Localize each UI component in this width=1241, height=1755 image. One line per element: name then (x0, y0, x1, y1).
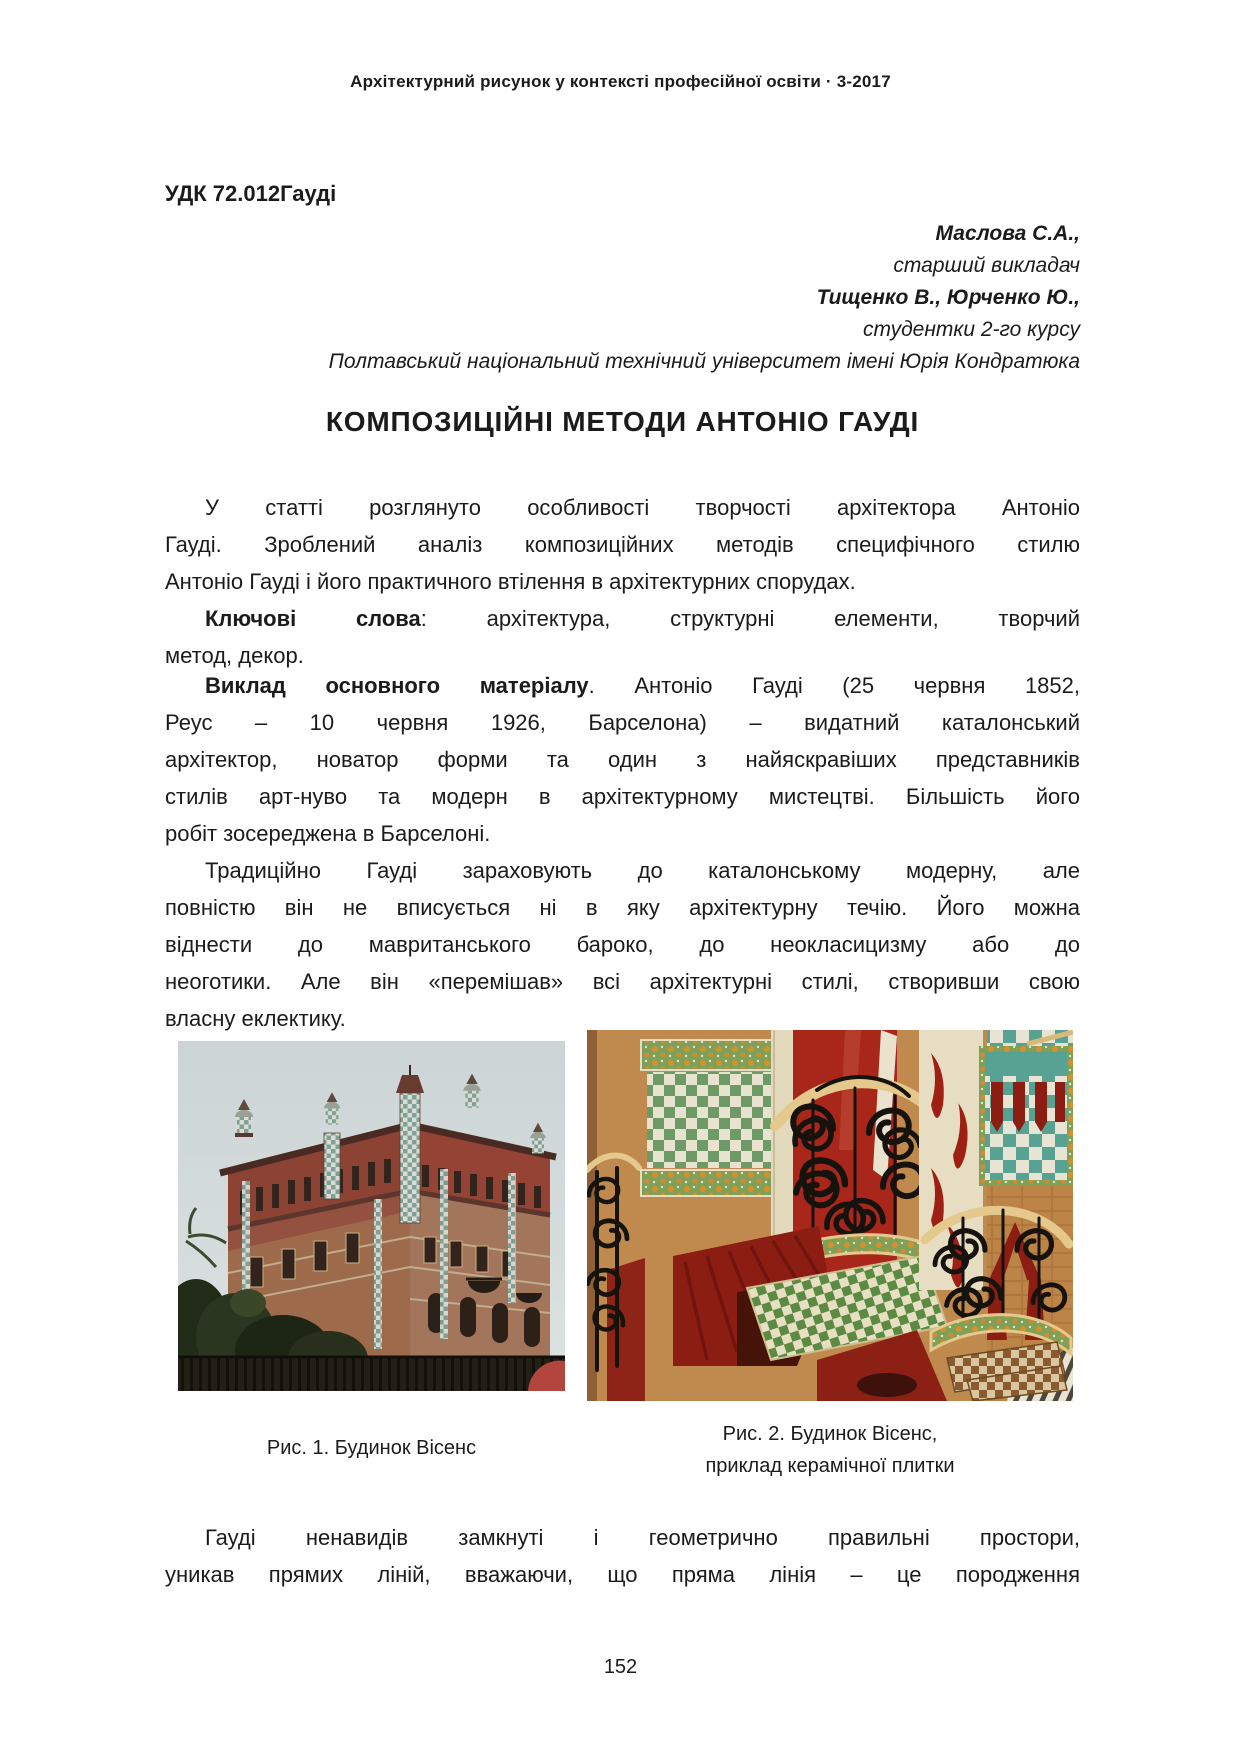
figure-2-caption-line-2: приклад керамічної плитки (705, 1455, 955, 1477)
author-role-2: студентки 2-го курсу (863, 318, 1080, 341)
text-line: уникав прямих ліній, вважаючи, що пряма лінія – це породження (165, 1562, 1080, 1587)
text-line: робіт зосереджена в Барселоні. (165, 821, 491, 846)
body-paragraph (165, 1519, 1080, 1593)
text-line: Гауді ненавидів замкнуті і геометрично правильні простори, (205, 1525, 1080, 1550)
keywords-paragraph (165, 600, 1080, 674)
figure-1-caption: Рис. 1. Будинок Вісенс (266, 1437, 477, 1459)
article-title: КОМПОЗИЦІЙНІ МЕТОДИ АНТОНІО ГАУДІ (325, 406, 920, 437)
author-role-1: старший викладач (893, 254, 1080, 277)
text-line: архітектор, новатор форми та один з найяскравіших представників (165, 747, 1080, 772)
udc-code: УДК 72.012Гауді (165, 181, 337, 206)
text-line: стилів арт-нуво та модерн в архітектурному мистецтві. Більшість його (165, 784, 1080, 809)
text-line: віднести до мавританського бароко, до неокласицизму або до (165, 932, 1080, 957)
affiliation: Полтавський національний технічний університет імені Юрія Кондратюка (328, 350, 1080, 373)
figure-2-caption-line-1: Рис. 2. Будинок Вісенс, (722, 1423, 938, 1445)
text-line: повністю він не вписується ні в яку архітектурну течію. Його можна (165, 895, 1080, 920)
main-paragraph-1 (165, 667, 1080, 852)
abstract-paragraph (165, 489, 1080, 600)
text-line: Виклад основного матеріалу. Антоніо Гауді (25 червня 1852, (205, 673, 1081, 698)
section-lead: Виклад основного матеріалу (205, 673, 589, 698)
keywords-label: Ключові слова (205, 606, 421, 631)
text-line: Реус – 10 червня 1926, Барселона) – видатний каталонський (165, 710, 1080, 735)
author-name-2: Тищенко В., Юрченко Ю., (816, 286, 1080, 309)
main-paragraph-2 (165, 852, 1080, 1037)
figure-1-image (178, 1041, 565, 1391)
figure-2-image (587, 1030, 1073, 1401)
byline-block (165, 218, 1080, 378)
text-line: неоготики. Але він «перемішав» всі архітектурні стилі, створивши свою (165, 969, 1080, 994)
text-line: Традиційно Гауді зараховують до каталонському модерну, але (205, 858, 1080, 883)
text-line: метод, декор. (165, 643, 304, 668)
figure-2-caption (587, 1418, 1073, 1482)
text-line: Ключові слова: архітектура, структурні елементи, творчий (205, 606, 1080, 631)
page-number: 152 (603, 1656, 638, 1678)
journal-header: Архітектурний рисунок у контексті професійної освіти · 3-2017 (350, 72, 891, 91)
text-line: У статті розглянуто особливості творчості архітектора Антоніо (205, 495, 1080, 520)
author-name-1: Маслова С.А., (935, 222, 1080, 245)
text-line: Антоніо Гауді і його практичного втілення в архітектурних спорудах. (165, 569, 856, 594)
text-line: власну еклектику. (165, 1006, 346, 1031)
text-line: Гауді. Зроблений аналіз композиційних методів специфічного стилю (165, 532, 1080, 557)
